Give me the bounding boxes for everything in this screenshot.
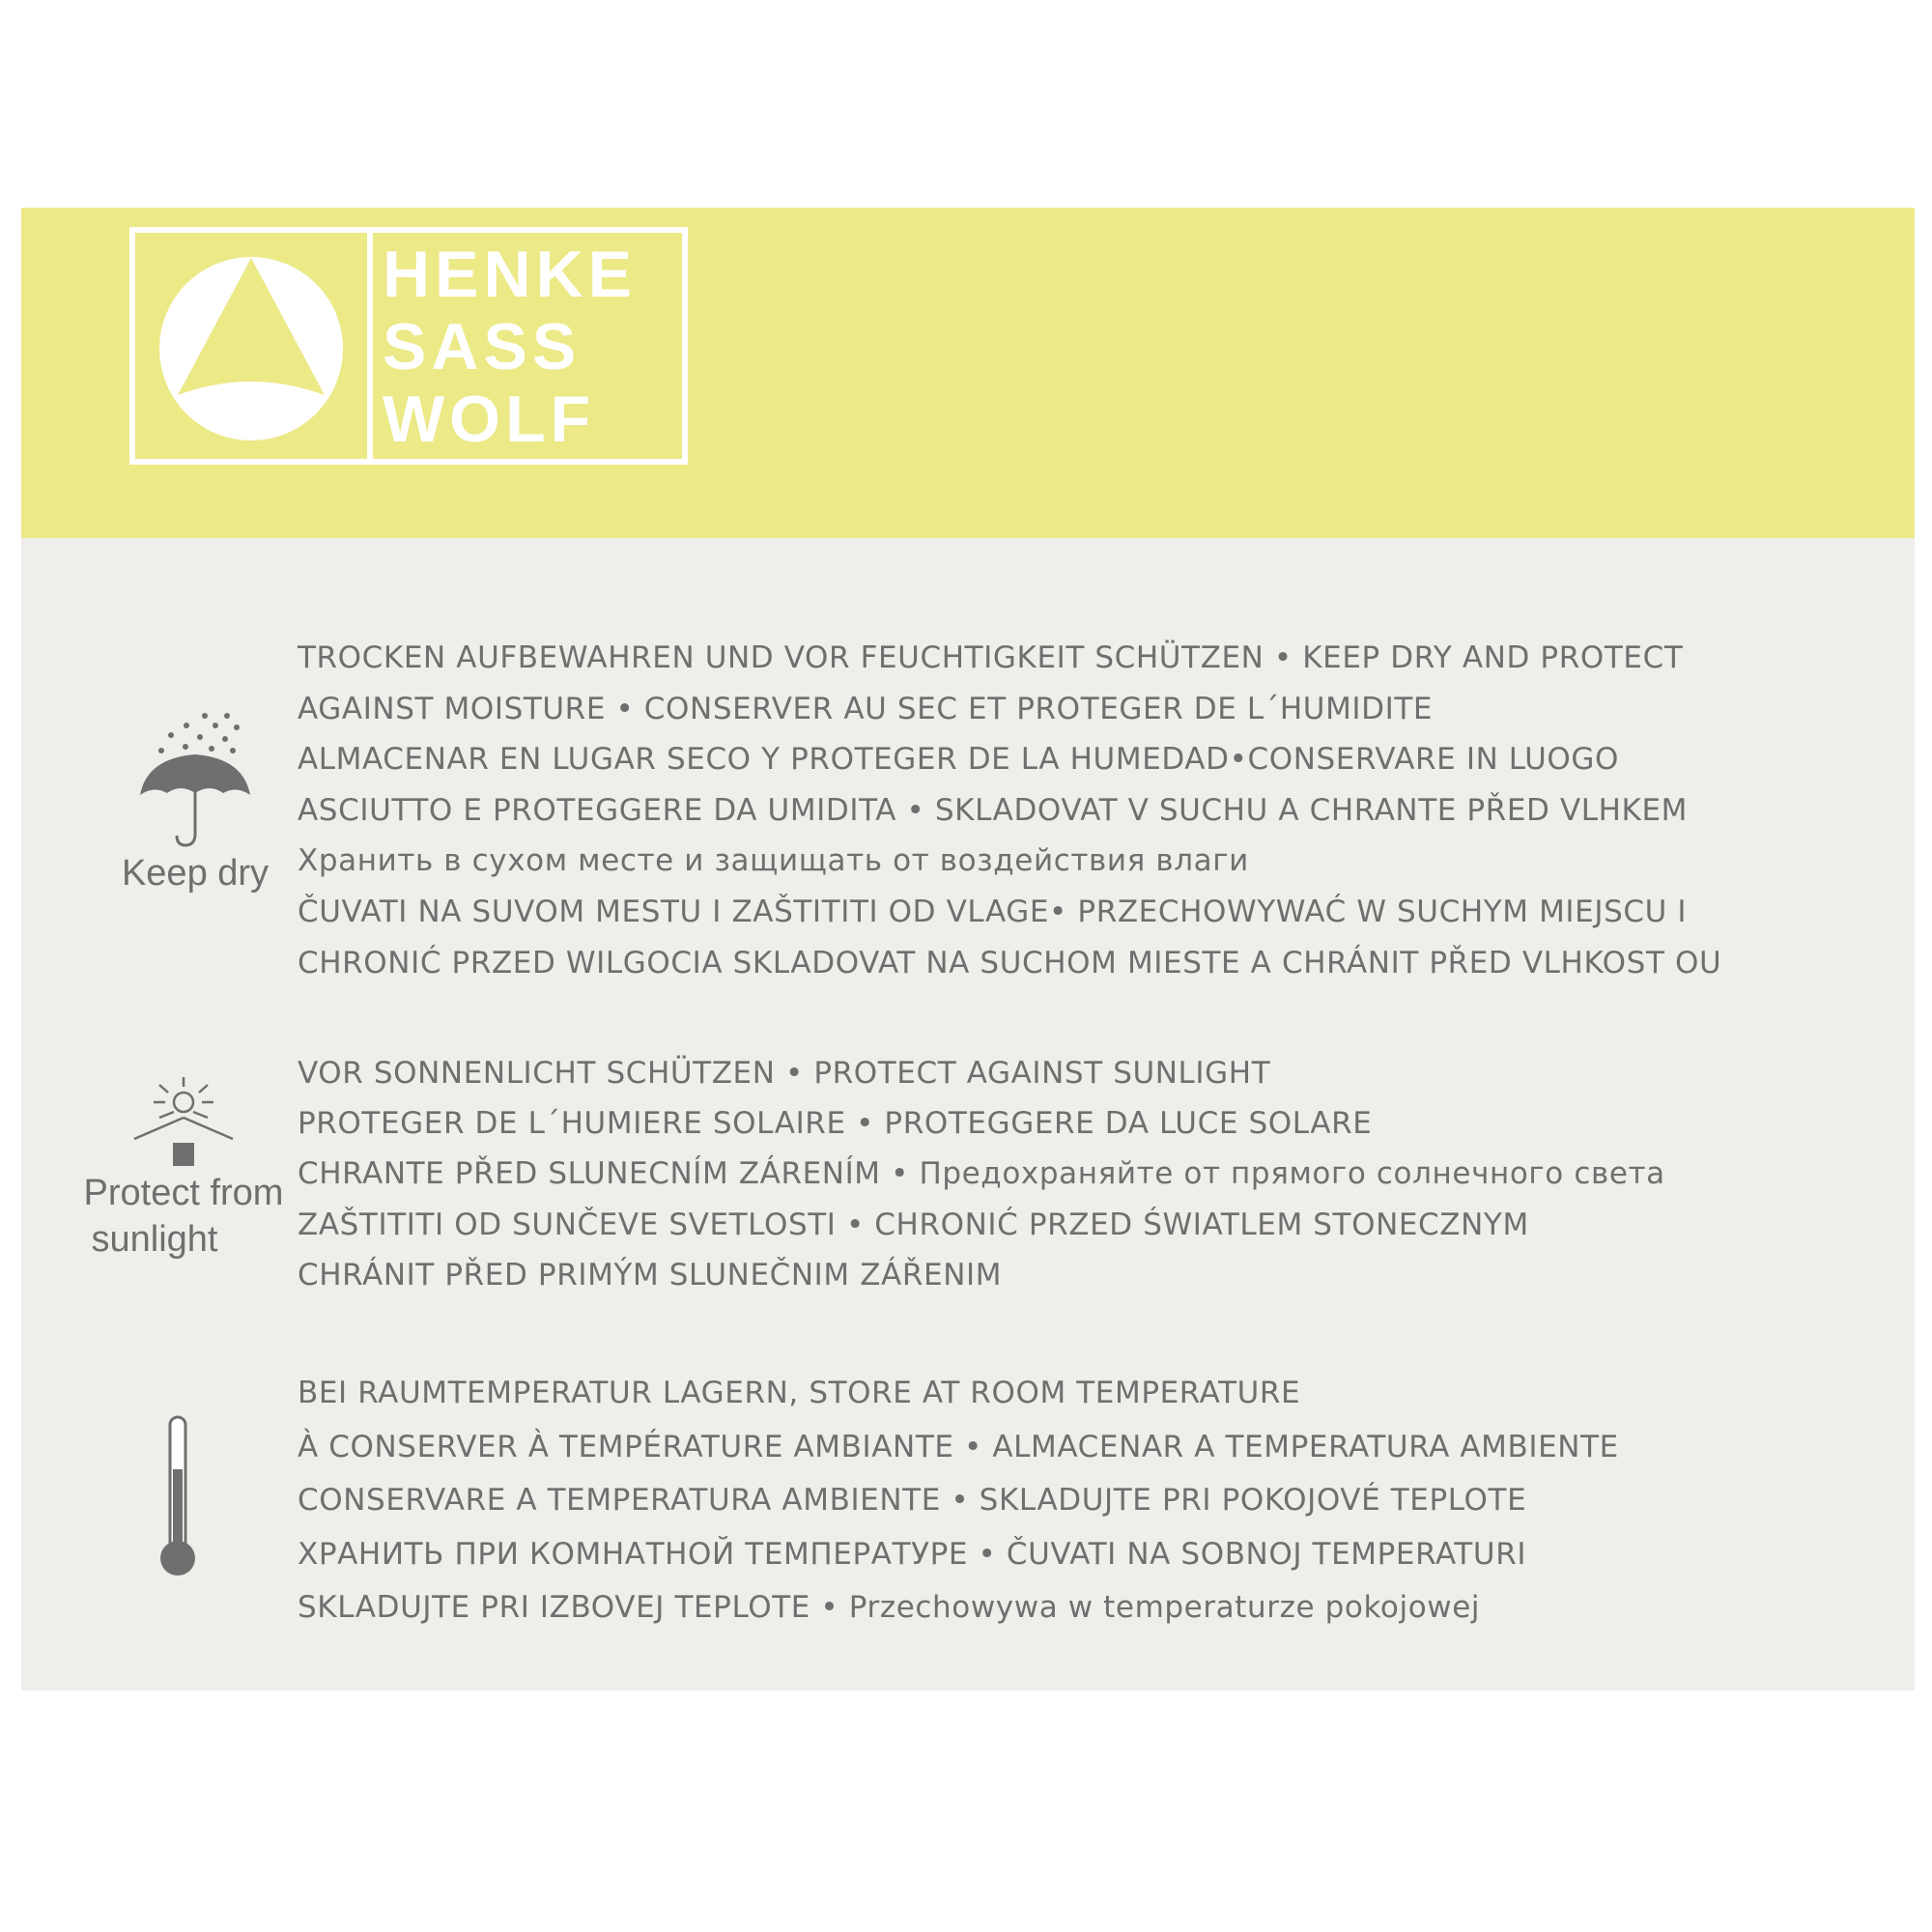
sunlight-label: sunlight xyxy=(91,1219,218,1260)
brand-line: SASS xyxy=(383,310,582,384)
sunlight-label: Protect from xyxy=(83,1173,284,1213)
instruction-line: CHRÁNIT PŘED PRIMÝM SLUNEČNIM ZÁŘENIM xyxy=(298,1257,1003,1293)
room-temperature-text xyxy=(298,1367,1901,1635)
sun-protection-icon xyxy=(130,1075,237,1170)
instruction-line: ČUVATI NA SUVOM MESTU I ZAŠTITITI OD VLAGE• PRZECHOWYWAĆ W SUCHYM MIEJSCU I xyxy=(298,894,1688,929)
brand-logo xyxy=(129,227,688,465)
brand-name xyxy=(383,239,692,456)
instruction-line: CHRANTE PŘED SLUNECNÍM ZÁRENÍM • Предохраняйте от прямого солнечного света xyxy=(298,1156,1665,1192)
instruction-line: BEI RAUMTEMPERATUR LAGERN, STORE AT ROOM TEMPERATURE xyxy=(298,1376,1301,1410)
instruction-line: CONSERVARE A TEMPERATURA AMBIENTE • SKLADUJTE PRI POKOJOVÉ TEPLOTE xyxy=(298,1483,1527,1518)
instruction-line: CHRONIĆ PRZED WILGOCIA SKLADOVAT NA SUCHOM MIESTE A CHRÁNIT PŘED VLHKOST OU xyxy=(298,945,1722,980)
instruction-line: TROCKEN AUFBEWAHREN UND VOR FEUCHTIGKEIT SCHÜTZEN • KEEP DRY AND PROTECT xyxy=(298,640,1684,675)
brand-line: HENKE xyxy=(383,238,638,311)
instruction-line: SKLADUJTE PRI IZBOVEJ TEPLOTE • Przechowywa w temperaturze pokojowej xyxy=(298,1590,1481,1625)
instruction-line: ZAŠTITITI OD SUNČEVE SVETLOSTI • CHRONIĆ PRZED ŚWIATLEM STONECZNYM xyxy=(298,1207,1529,1242)
sunlight-text xyxy=(298,1048,1901,1300)
brand-band xyxy=(21,208,1915,538)
instruction-line: ALMACENAR EN LUGAR SECO Y PROTEGER DE LA HUMEDAD•CONSERVARE IN LUOGO xyxy=(298,742,1620,778)
instruction-line: ASCIUTTO E PROTEGGERE DA UMIDITA • SKLADOVAT V SUCHU A CHRANTE PŘED VLHKEM xyxy=(298,792,1688,828)
instruction-line: Хранить в сухом месте и защищать от воздействия влаги xyxy=(298,843,1249,879)
instruction-line: PROTEGER DE L´HUMIERE SOLAIRE • PROTEGGERE DA LUCE SOLARE xyxy=(298,1106,1373,1142)
umbrella-rain-icon xyxy=(132,710,258,850)
thermometer-icon xyxy=(158,1415,197,1577)
keep-dry-label: Keep dry xyxy=(121,853,270,894)
logo-divider xyxy=(367,233,373,459)
instruction-line: AGAINST MOISTURE • CONSERVER AU SEC ET PROTEGER DE L´HUMIDITE xyxy=(298,691,1434,726)
triangle-circle-emblem-icon xyxy=(155,252,348,445)
instruction-line: ХРАНИТЬ ПРИ КОМНАТНОЙ ТЕМПЕРАТУРЕ • ČUVATI NA SOBNOJ TEMPERATURI xyxy=(298,1536,1527,1572)
instruction-line: À CONSERVER À TEMPÉRATURE AMBIANTE • ALMACENAR A TEMPERATURA AMBIENTE xyxy=(298,1429,1619,1464)
keep-dry-symbol xyxy=(79,710,311,896)
sunlight-symbol xyxy=(60,1075,307,1263)
keep-dry-text xyxy=(298,633,1901,988)
brand-line: WOLF xyxy=(383,383,596,456)
instruction-line: VOR SONNENLICHT SCHÜTZEN • PROTECT AGAINST SUNLIGHT xyxy=(298,1056,1271,1091)
storage-instructions-card xyxy=(21,208,1915,1690)
